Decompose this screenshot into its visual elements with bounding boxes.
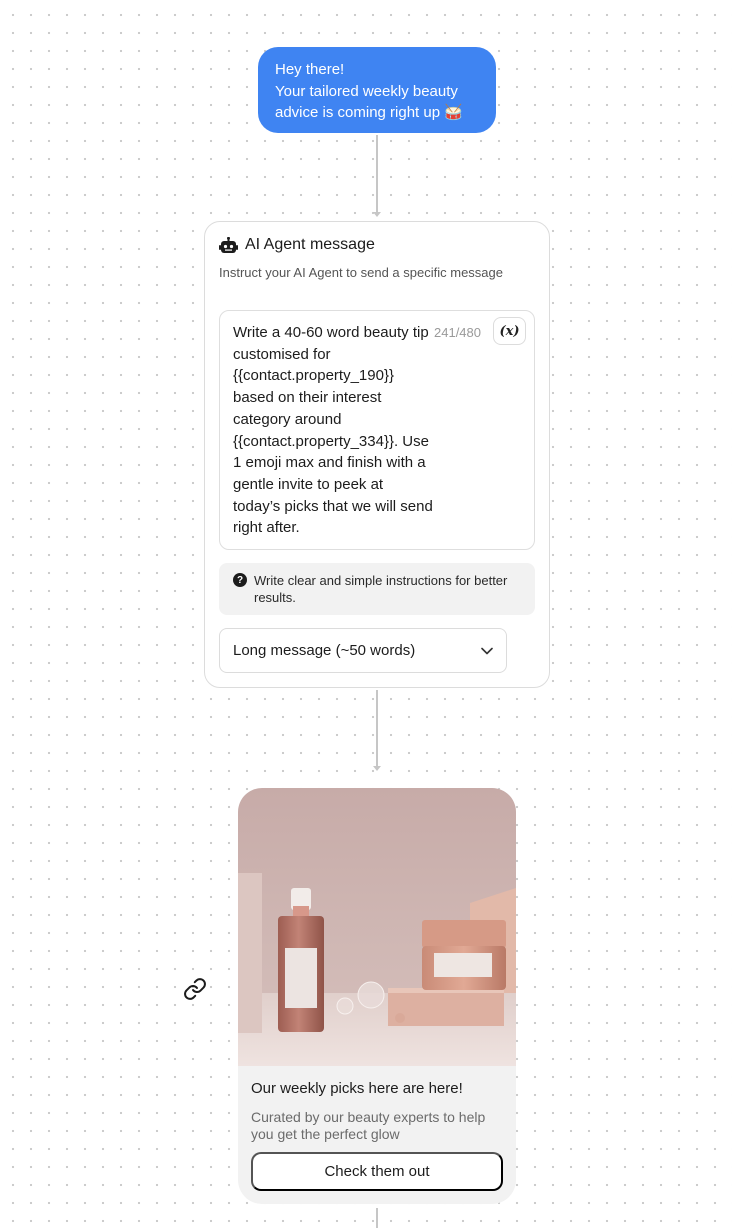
question-circle-icon: ? — [233, 573, 247, 587]
connector-line — [376, 135, 378, 213]
product-image — [238, 788, 516, 1066]
connector-line — [376, 690, 378, 766]
card-title: AI Agent message — [245, 236, 375, 253]
instructions-textarea[interactable] — [219, 310, 535, 550]
ai-agent-message-card[interactable] — [204, 221, 550, 688]
connector-arrow — [373, 766, 381, 771]
robot-icon — [219, 237, 238, 254]
insert-variable-button[interactable] — [493, 317, 526, 345]
message-length-select[interactable] — [219, 628, 507, 673]
instruction-hint — [219, 563, 535, 615]
link-icon[interactable] — [183, 977, 207, 1001]
hint-text: Write clear and simple instructions for better results. — [254, 573, 508, 605]
card-subtitle: Instruct your AI Agent to send a specific message — [219, 265, 503, 280]
card-header — [219, 236, 375, 254]
product-card[interactable] — [238, 788, 516, 1204]
bubble-line: Hey there! — [275, 61, 345, 78]
connector-line — [376, 1208, 378, 1228]
instructions-text: Write a 40-60 word beauty tip customised for {{contact.property_190}} based on their interest category around {{contact.property_334}}. Use 1 emoji max and finish with a gentle invite to peek at today’s picks that we will send right after. — [233, 324, 433, 537]
check-them-out-button[interactable]: Check them out — [251, 1152, 503, 1191]
connector-arrow — [373, 212, 381, 217]
char-counter: 241/480 — [434, 325, 481, 340]
greeting-message-bubble[interactable] — [258, 47, 496, 133]
select-value: Long message (~50 words) — [233, 642, 416, 659]
variable-icon: (x) — [499, 323, 520, 339]
chevron-down-icon — [481, 647, 493, 655]
product-title: Our weekly picks here are here! — [251, 1080, 463, 1097]
product-description: Curated by our beauty experts to help you get the perfect glow — [251, 1109, 486, 1142]
bubble-line: advice is coming right up 🥁 — [275, 104, 463, 121]
bubble-line: Your tailored weekly beauty — [275, 82, 458, 100]
